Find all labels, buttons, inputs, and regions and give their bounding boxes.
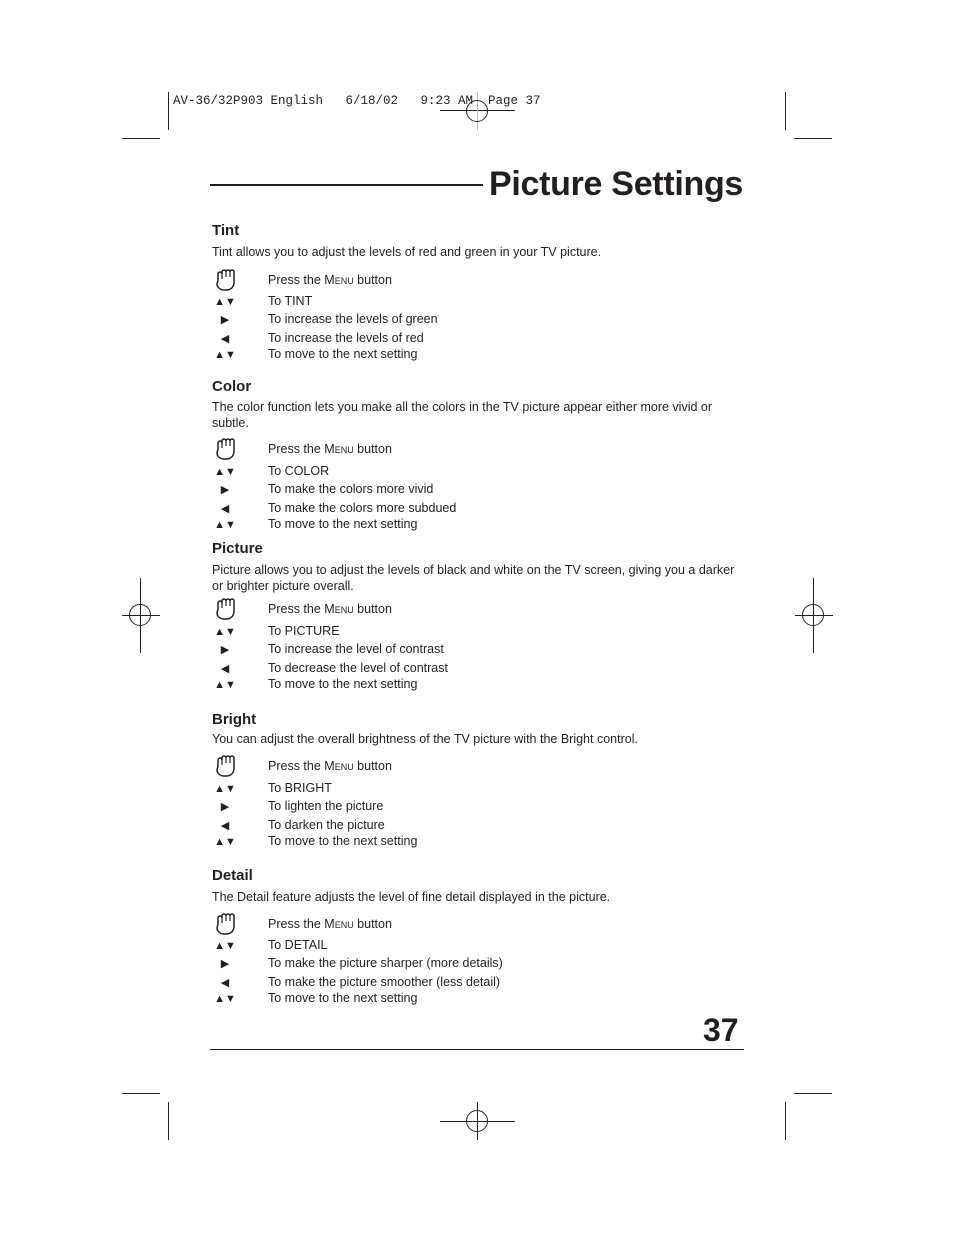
up-down-arrows-icon: ▲▼ <box>214 296 236 308</box>
step-text: To move to the next setting <box>268 517 418 531</box>
step-text: To lighten the picture <box>268 799 384 813</box>
step-text: To make the colors more subdued <box>268 501 457 515</box>
up-down-arrows-icon: ▲▼ <box>214 783 236 795</box>
menu-button-name: Menu <box>324 442 354 456</box>
step-text: To move to the next setting <box>268 677 418 691</box>
registration-mark-icon <box>466 1110 488 1132</box>
up-down-arrows-icon: ▲▼ <box>214 466 236 478</box>
section-heading: Tint <box>212 222 240 239</box>
step-text-pre: Press the <box>268 602 325 616</box>
right-arrow-icon: ▶ <box>220 644 230 656</box>
step-text: To increase the levels of red <box>268 331 424 345</box>
hand-press-icon <box>212 754 238 782</box>
crop-mark <box>794 1093 832 1094</box>
step-text: To BRIGHT <box>268 781 332 795</box>
right-arrow-icon: ▶ <box>220 314 230 326</box>
section-heading: Picture <box>212 540 263 557</box>
step-text <box>268 442 392 456</box>
step-text-post: button <box>353 602 392 616</box>
step-text: To TINT <box>268 294 313 308</box>
step-text-post: button <box>353 273 392 287</box>
step-text-pre: Press the <box>268 917 325 931</box>
step-text-pre: Press the <box>268 759 325 773</box>
print-slug: AV-36/32P903 English 6/18/02 9:23 AM Page 37 <box>173 94 541 108</box>
up-down-arrows-icon: ▲▼ <box>214 349 236 361</box>
crop-mark <box>794 138 832 139</box>
menu-button-name: Menu <box>324 602 354 616</box>
step-text-pre: Press the <box>268 273 325 287</box>
step-text-pre: Press the <box>268 442 325 456</box>
right-arrow-icon: ▶ <box>220 484 230 496</box>
up-down-arrows-icon: ▲▼ <box>214 993 236 1005</box>
menu-button-name: Menu <box>324 273 354 287</box>
right-arrow-icon: ▶ <box>220 801 230 813</box>
step-text: To make the colors more vivid <box>268 482 434 496</box>
left-arrow-icon: ◀ <box>220 663 230 675</box>
step-text-post: button <box>353 917 392 931</box>
crop-mark <box>122 1093 160 1094</box>
registration-mark-icon <box>129 604 151 626</box>
up-down-arrows-icon: ▲▼ <box>214 679 236 691</box>
crop-mark <box>168 1102 169 1140</box>
step-text: To make the picture smoother (less detail) <box>268 975 501 989</box>
crop-mark <box>785 92 786 130</box>
up-down-arrows-icon: ▲▼ <box>214 519 236 531</box>
section-description: You can adjust the overall brightness of the TV picture with the Bright control. <box>212 732 638 746</box>
step-text: To PICTURE <box>268 624 340 638</box>
left-arrow-icon: ◀ <box>220 977 230 989</box>
step-text: To move to the next setting <box>268 991 418 1005</box>
page-number: 37 <box>703 1012 739 1048</box>
crop-mark <box>785 1102 786 1140</box>
section-heading: Detail <box>212 867 253 884</box>
step-text: To darken the picture <box>268 818 385 832</box>
hand-press-icon <box>212 268 238 296</box>
left-arrow-icon: ◀ <box>220 820 230 832</box>
section-description: The Detail feature adjusts the level of fine detail displayed in the picture. <box>212 890 611 904</box>
right-arrow-icon: ▶ <box>220 958 230 970</box>
left-arrow-icon: ◀ <box>220 503 230 515</box>
title-rule <box>210 184 483 186</box>
step-text: To increase the level of contrast <box>268 642 444 656</box>
hand-press-icon <box>212 912 238 940</box>
step-text: To move to the next setting <box>268 834 418 848</box>
menu-button-name: Menu <box>324 759 354 773</box>
up-down-arrows-icon: ▲▼ <box>214 940 236 952</box>
step-text: To DETAIL <box>268 938 328 952</box>
step-text: To COLOR <box>268 464 330 478</box>
step-text <box>268 273 392 287</box>
hand-press-icon <box>212 437 238 465</box>
footer-rule <box>210 1049 744 1050</box>
crop-mark <box>168 92 169 130</box>
section-description: Tint allows you to adjust the levels of red and green in your TV picture. <box>212 245 602 259</box>
menu-button-name: Menu <box>324 917 354 931</box>
step-text-post: button <box>353 759 392 773</box>
step-text: To decrease the level of contrast <box>268 661 448 675</box>
step-text: To move to the next setting <box>268 347 418 361</box>
up-down-arrows-icon: ▲▼ <box>214 836 236 848</box>
crop-mark <box>122 138 160 139</box>
page-title: Picture Settings <box>489 165 744 203</box>
section-description: The color function lets you make all the colors in the TV picture appear either more vivid or subtle. <box>212 400 713 430</box>
section-description: Picture allows you to adjust the levels of black and white on the TV screen, giving you a darker or brighter picture overall. <box>212 563 735 593</box>
section-heading: Color <box>212 378 252 395</box>
hand-press-icon <box>212 597 238 625</box>
left-arrow-icon: ◀ <box>220 333 230 345</box>
step-text-post: button <box>353 442 392 456</box>
up-down-arrows-icon: ▲▼ <box>214 626 236 638</box>
registration-mark-icon <box>802 604 824 626</box>
step-text <box>268 602 392 616</box>
step-text <box>268 917 392 931</box>
step-text: To increase the levels of green <box>268 312 438 326</box>
section-heading: Bright <box>212 711 257 728</box>
step-text: To make the picture sharper (more details) <box>268 956 503 970</box>
step-text <box>268 759 392 773</box>
